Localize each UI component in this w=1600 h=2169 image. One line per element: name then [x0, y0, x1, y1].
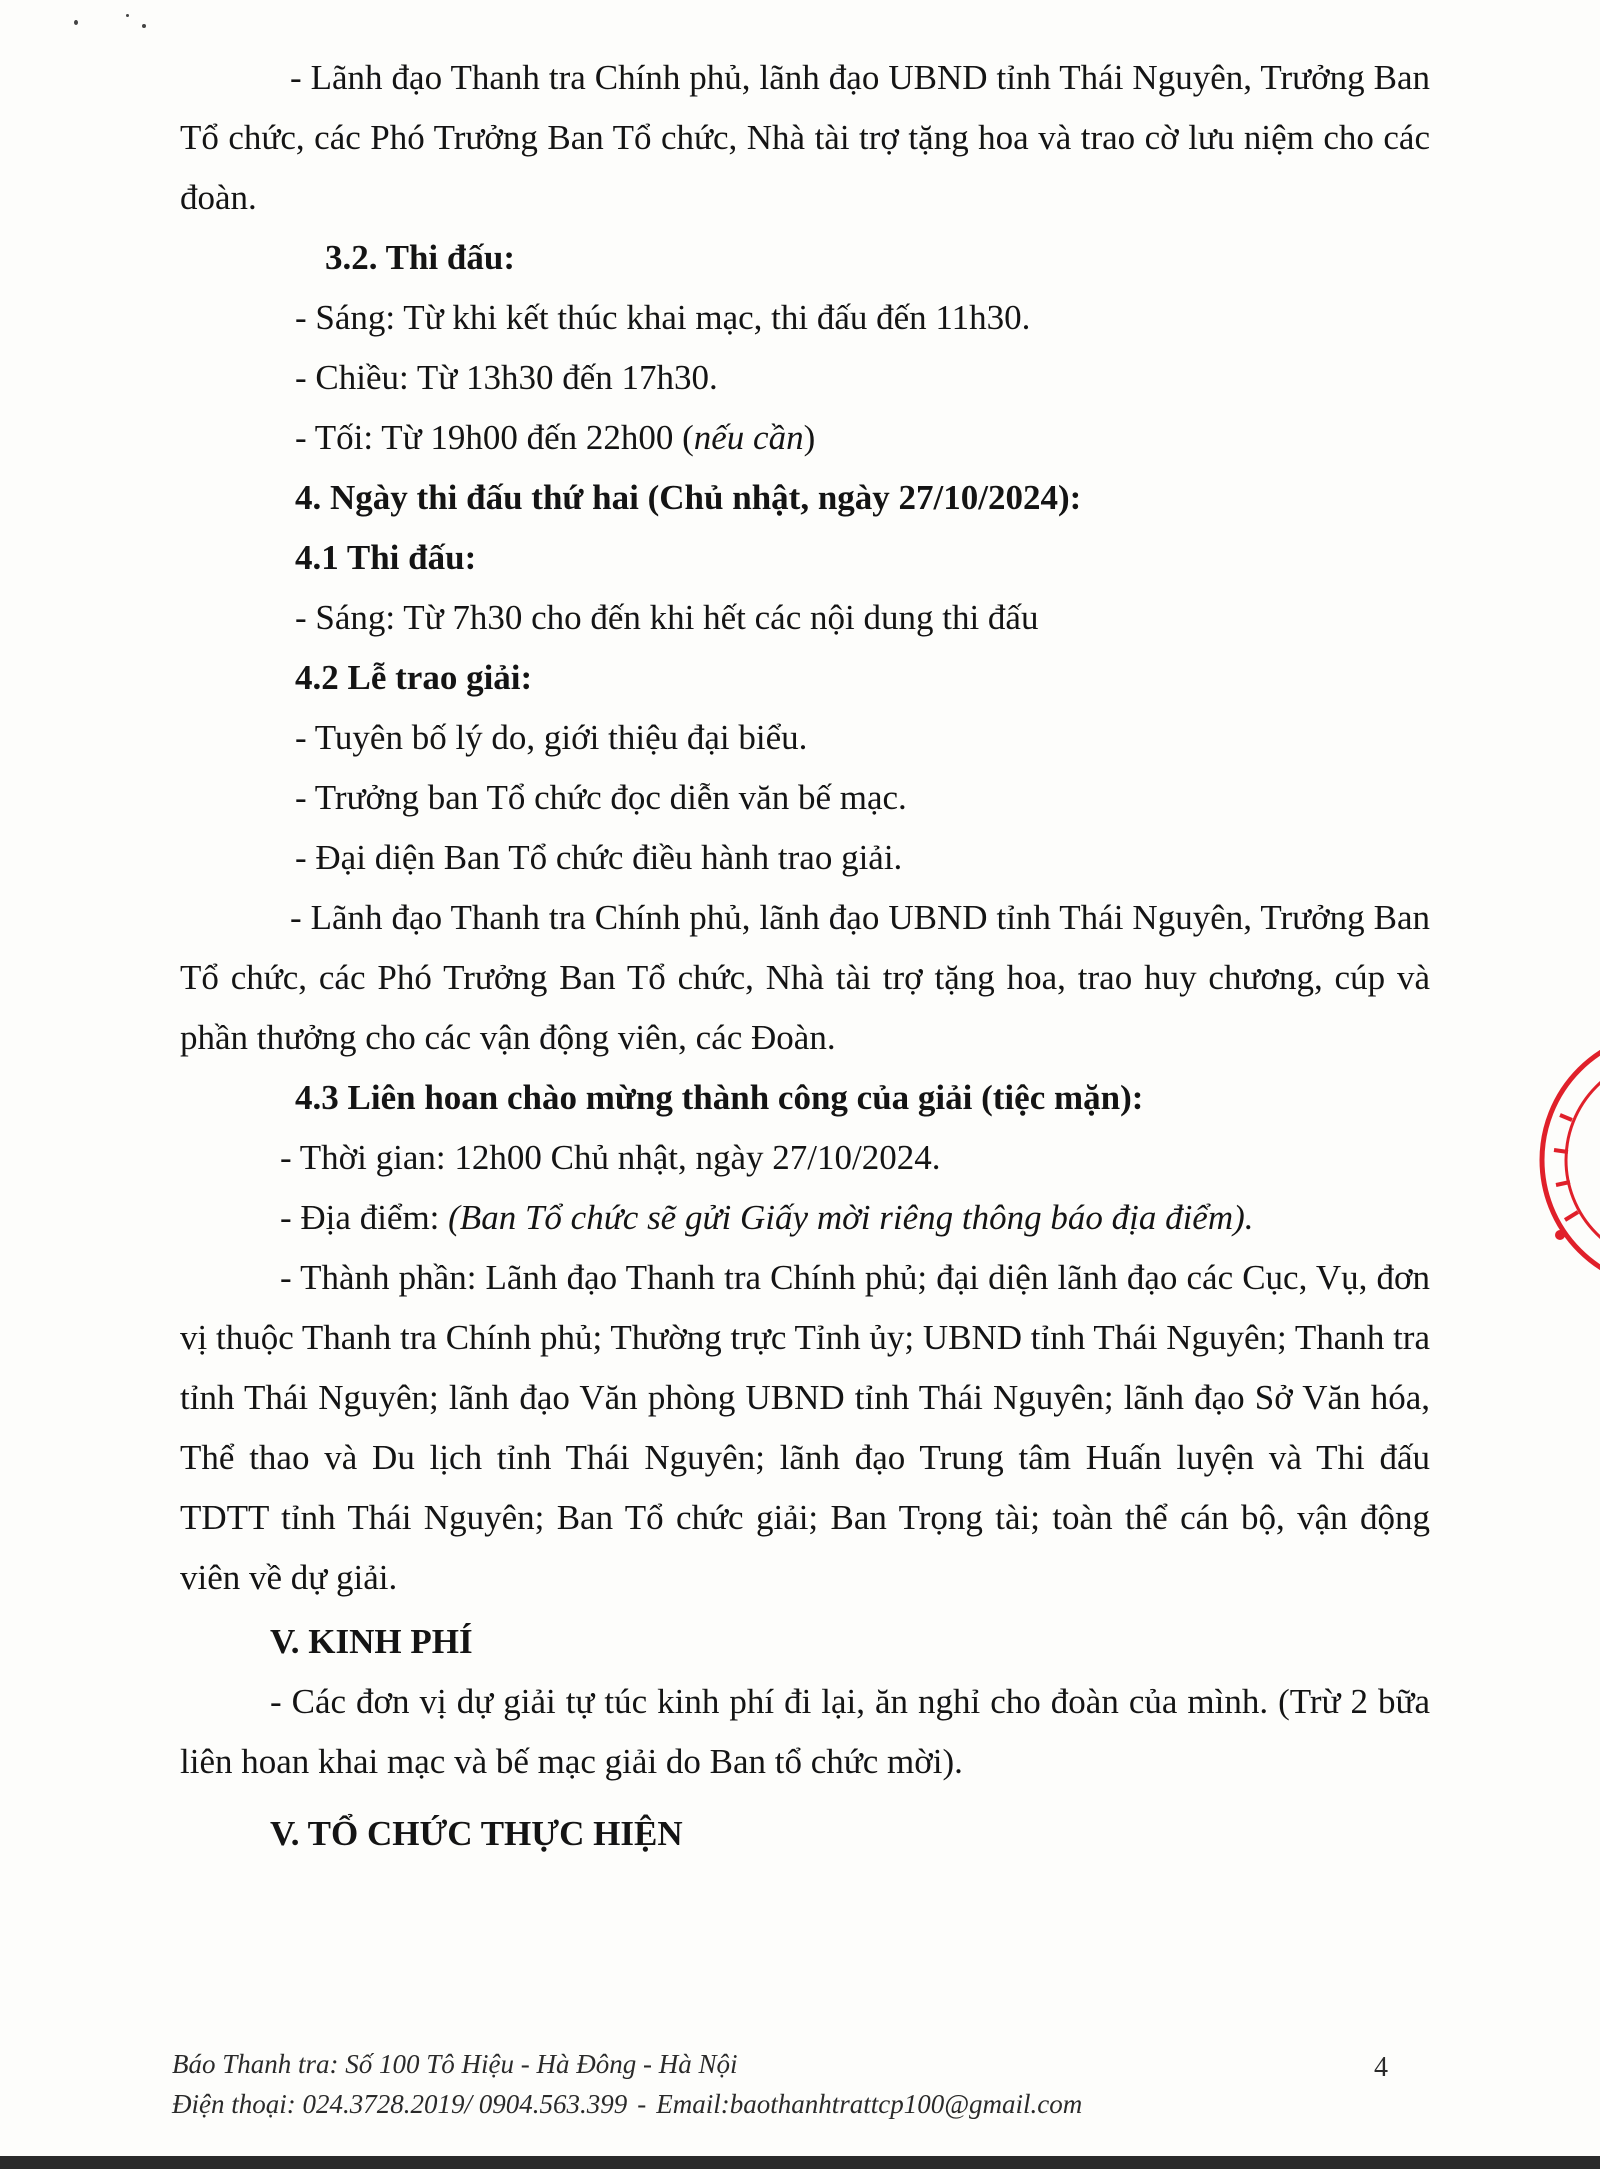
funding-paragraph: - Các đơn vị dự giải tự túc kinh phí đi lại, ăn nghỉ cho đoàn của mình. (Trừ 2 bữa liên hoan khai mạc và bế mạc giải do Ban tổ chức mời). — [180, 1682, 1430, 1781]
heading-4-1: 4.1 Thi đấu: — [295, 538, 477, 577]
page-number: 4 — [1374, 2052, 1388, 2083]
footer-phone: Điện thoại: 024.3728.2019/ 0904.563.399 — [172, 2089, 628, 2119]
venue-note: (Ban Tổ chức sẽ gửi Giấy mời riêng thông báo địa điểm). — [448, 1198, 1254, 1237]
schedule-evening-day1 — [180, 408, 1430, 468]
award-item-1: - Tuyên bố lý do, giới thiệu đại biểu. — [295, 718, 808, 757]
page-footer — [172, 2044, 1412, 2124]
heading-3-2: 3.2. Thi đấu: — [325, 238, 515, 277]
scan-speck — [126, 14, 129, 17]
banquet-venue — [180, 1188, 1430, 1248]
paragraph-leaders-flags: - Lãnh đạo Thanh tra Chính phủ, lãnh đạo UBND tỉnh Thái Nguyên, Trưởng Ban Tổ chức, các Phó Trưởng Ban Tổ chức, Nhà tài trợ tặng hoa và trao cờ lưu niệm cho các đoàn. — [180, 58, 1430, 217]
schedule-morning-day1: - Sáng: Từ khi kết thúc khai mạc, thi đấu đến 11h30. — [295, 298, 1031, 337]
red-seal-stamp — [1520, 1020, 1600, 1300]
venue-label: - Địa điểm: — [280, 1198, 449, 1237]
footer-separator: - — [637, 2089, 647, 2119]
award-item-2: - Trưởng ban Tổ chức đọc diễn văn bế mạc. — [295, 778, 907, 817]
schedule-afternoon-day1: - Chiều: Từ 13h30 đến 17h30. — [295, 358, 718, 397]
award-item-3: - Đại diện Ban Tổ chức điều hành trao giải. — [295, 838, 903, 877]
heading-4-2: 4.2 Lễ trao giải: — [295, 658, 533, 697]
heading-4-3: 4.3 Liên hoan chào mừng thành công của giải (tiệc mặn): — [295, 1078, 1144, 1117]
schedule-morning-day2: - Sáng: Từ 7h30 cho đến khi hết các nội dung thi đấu — [295, 598, 1039, 637]
footer-email: Email:baothanhtrattcp100@gmail.com — [656, 2089, 1083, 2119]
heading-funding: V. KINH PHÍ — [270, 1622, 473, 1661]
document-body — [180, 48, 1430, 1864]
footer-address: Báo Thanh tra: Số 100 Tô Hiệu - Hà Đông - Hà Nội — [172, 2049, 738, 2079]
heading-implementation: V. TỔ CHỨC THỰC HIỆN — [270, 1814, 683, 1853]
paragraph-leaders-awards: - Lãnh đạo Thanh tra Chính phủ, lãnh đạo UBND tỉnh Thái Nguyên, Trưởng Ban Tổ chức, các Phó Trưởng Ban Tổ chức, Nhà tài trợ tặng hoa, trao huy chương, cúp và phần thưởng cho các vận động viên, các Đoàn. — [180, 898, 1430, 1057]
scan-edge — [0, 2156, 1600, 2169]
banquet-participants: - Thành phần: Lãnh đạo Thanh tra Chính phủ; đại diện lãnh đạo các Cục, Vụ, đơn vị thuộc Thanh tra Chính phủ; Thường trực Tỉnh ủy; UBND tỉnh Thái Nguyên; Thanh tra tỉnh Thái Nguyên; lãnh đạo Văn phòng UBND tỉnh Thái Nguyên; lãnh đạo Sở Văn hóa, Thể thao và Du lịch tỉnh Thái Nguyên; lãnh đạo Trung tâm Huấn luyện và Thi đấu TDTT tỉnh Thái Nguyên; Ban Tổ chức giải; Ban Trọng tài; toàn thể cán bộ, vận động viên về dự giải. — [180, 1258, 1430, 1597]
footer-contact — [172, 2084, 1412, 2124]
scan-speck — [74, 20, 78, 25]
banquet-time: - Thời gian: 12h00 Chủ nhật, ngày 27/10/2024. — [280, 1138, 941, 1177]
scan-speck — [142, 24, 146, 28]
heading-4: 4. Ngày thi đấu thứ hai (Chủ nhật, ngày 27/10/2024): — [295, 478, 1082, 517]
evening-prefix: - Tối: Từ 19h00 đến 22h00 ( — [295, 418, 694, 457]
evening-note: nếu cần — [693, 418, 804, 457]
evening-suffix: ) — [803, 418, 816, 457]
